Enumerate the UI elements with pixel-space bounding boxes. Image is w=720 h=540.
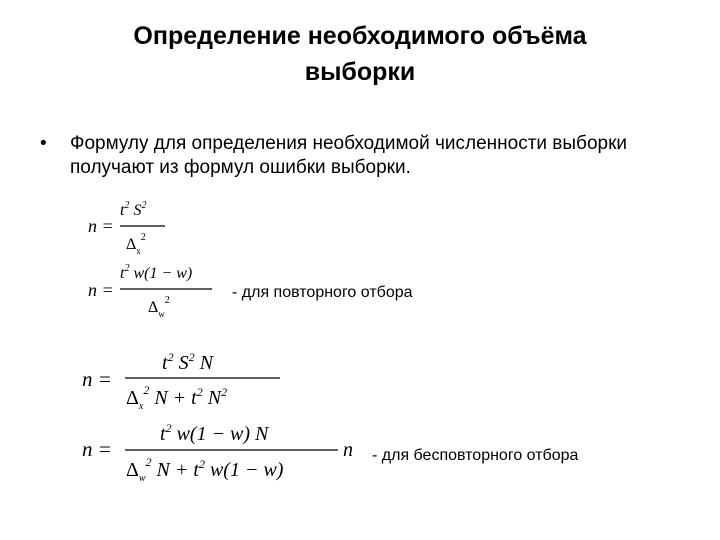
bullet-icon: • bbox=[40, 133, 47, 154]
note-nonrepeat-sampling: - для бесповторного отбора bbox=[372, 447, 579, 464]
formula-3-denominator: $\Delta_x^2$ $N + t^2$ $N^2$ bbox=[126, 383, 228, 412]
slide-title-line-1: Определение необходимого объёма bbox=[133, 22, 587, 50]
formula-4-numerator: $t^2$ w(1 − w) N bbox=[160, 421, 269, 445]
formula-1-denominator: $\Delta_x^2$ bbox=[126, 232, 146, 256]
formula-3-numerator: $t^2$ $S^2$ N bbox=[162, 350, 213, 374]
formula-4-trailing-n: n bbox=[343, 439, 353, 461]
formula-sample-size-mean-repeat bbox=[88, 200, 165, 256]
formula-sample-size-share-nonrepeat bbox=[82, 421, 353, 484]
formula-2-numerator: $t^2$ w(1 − w) bbox=[120, 263, 193, 282]
formula-1-lhs: n = bbox=[88, 216, 114, 236]
bullet-text-line-1: Формулу для определения необходимой численности выборки bbox=[70, 133, 628, 154]
formula-4-lhs: n = bbox=[82, 437, 112, 461]
formula-sample-size-share-repeat bbox=[88, 263, 212, 319]
note-repeat-sampling: - для повторного отбора bbox=[232, 284, 413, 301]
formula-sample-size-mean-nonrepeat bbox=[82, 350, 280, 412]
formula-2-denominator: $\Delta_w^2$ bbox=[148, 295, 170, 319]
formula-1-numerator: $t^2$ $S^2$ bbox=[120, 200, 147, 219]
formula-2-lhs: n = bbox=[88, 280, 114, 300]
bullet-text-line-2: получают из формул ошибки выборки. bbox=[70, 157, 411, 178]
formula-4-denominator: $\Delta_w^2$ $N + t^2$ w(1 − w) bbox=[126, 455, 284, 484]
slide-title-line-2: выборки bbox=[304, 58, 416, 86]
formula-3-lhs: n = bbox=[82, 367, 112, 391]
